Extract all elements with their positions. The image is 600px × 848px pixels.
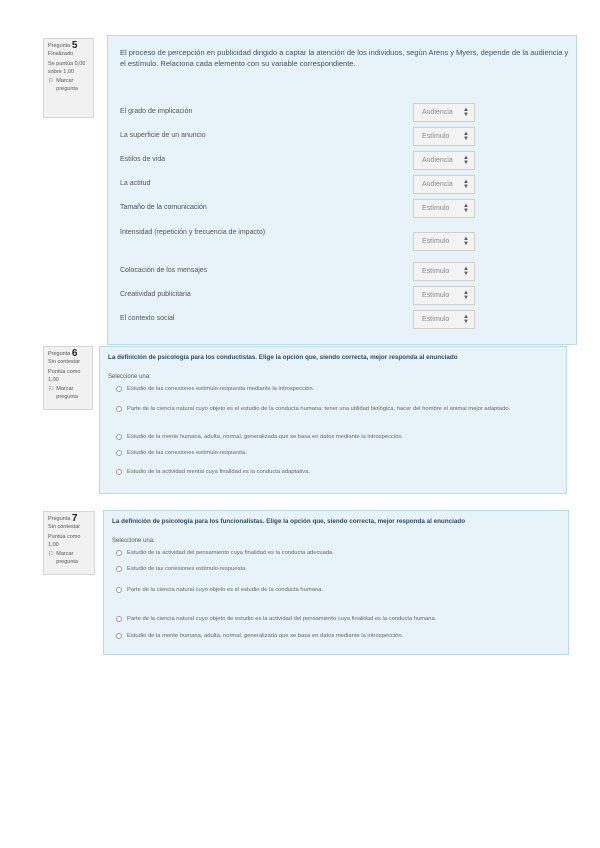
radio-button[interactable] bbox=[116, 386, 122, 392]
match-row-label: Creatividad publicitaria bbox=[120, 291, 191, 298]
radio-button[interactable] bbox=[116, 450, 122, 456]
match-row-label: Intensidad (repetición y frecuencia de impacto) bbox=[120, 229, 266, 236]
match-select[interactable]: Audiencia ▲ ▼ bbox=[413, 151, 475, 170]
updown-arrows-icon: ▲ ▼ bbox=[463, 289, 469, 301]
question-number: Pregunta 7 bbox=[48, 513, 78, 524]
flag-icon: ⚐ bbox=[48, 78, 55, 85]
answer-option[interactable]: Estudio de la mente humana, adulta, normal, generalizada que se basa en datos mediante la introspección. bbox=[116, 433, 556, 441]
updown-arrows-icon: ▲ ▼ bbox=[463, 154, 469, 166]
question-score: Puntúa como 1,00 bbox=[48, 369, 81, 383]
answer-option[interactable]: Estudio de las conexiones estímulo-respuesta. bbox=[116, 449, 556, 457]
question-5-info bbox=[43, 38, 94, 118]
radio-button[interactable] bbox=[116, 469, 122, 475]
question-number: Pregunta 6 bbox=[48, 348, 78, 359]
match-row-label: El contexto social bbox=[120, 315, 175, 322]
updown-arrows-icon: ▲ ▼ bbox=[463, 178, 469, 190]
match-select[interactable]: Audiencia ▲ ▼ bbox=[413, 175, 475, 194]
match-row-label: Tamaño de la comunicación bbox=[120, 204, 207, 211]
question-status: Sin contestar bbox=[48, 523, 81, 530]
match-select[interactable]: Estímulo ▲ ▼ bbox=[413, 199, 475, 218]
question-score: Puntúa como 1,00 bbox=[48, 534, 81, 548]
radio-button[interactable] bbox=[116, 616, 122, 622]
select-one-prompt: Seleccione una: bbox=[112, 538, 155, 544]
match-row-label: La actitud bbox=[120, 180, 151, 187]
question-5-content bbox=[107, 35, 577, 345]
question-7-content bbox=[103, 510, 569, 655]
radio-button[interactable] bbox=[116, 550, 122, 556]
match-select[interactable]: Audiencia ▲ ▼ bbox=[413, 103, 475, 122]
answer-option[interactable]: Estudio de las conexiones estímulo-respuesta mediante la introspección. bbox=[116, 385, 556, 393]
answer-option[interactable]: Parte de la ciencia natural cuyo objeto de estudio es la actividad del pensamiento cuya finalidad es la conducta humana. bbox=[116, 615, 556, 623]
match-row-label: Colocación de los mensajes bbox=[120, 267, 208, 274]
question-7-info bbox=[43, 511, 95, 575]
match-row-label: El grado de implicación bbox=[120, 108, 193, 115]
answer-option[interactable]: Parte de la ciencia natural cuyo objeto es el estudio de la conducta humana. bbox=[116, 586, 556, 594]
flag-icon: ⚐ bbox=[48, 551, 55, 558]
question-score: Se puntúa 0,00 sobre 1,00 bbox=[48, 61, 86, 75]
updown-arrows-icon: ▲ ▼ bbox=[463, 313, 469, 325]
radio-button[interactable] bbox=[116, 406, 122, 412]
match-row-label: La superficie de un anuncio bbox=[120, 132, 206, 139]
select-one-prompt: Seleccione una: bbox=[108, 374, 151, 380]
question-text: La definición de psicología para los conductistas. Elige la opción que, siendo correcta, mejor responda al enunciado bbox=[108, 354, 458, 361]
flag-question-button[interactable]: ⚐ Marcar pregunta bbox=[48, 551, 78, 565]
match-select[interactable]: Estímulo ▲ ▼ bbox=[413, 286, 475, 305]
radio-button[interactable] bbox=[116, 434, 122, 440]
question-text: La definición de psicología para los funcionalistas. Elige la opción que, siendo correcta, mejor responda al enunciado bbox=[112, 518, 466, 525]
answer-option[interactable]: Estudio de la actividad mental cuya finalidad es la conducta adaptativa. bbox=[116, 468, 556, 476]
question-text: El proceso de percepción en publicidad dirigido a captar la atención de los individuos, según Arens y Myers, depende de la audiencia y el estímulo. Relaciona cada elemento con su variable correspondiente. bbox=[120, 48, 569, 68]
match-select[interactable]: Estímulo ▲ ▼ bbox=[413, 127, 475, 146]
answer-option[interactable]: Estudio de la mente humana, adulta, normal, generalizada que se basa en datos mediante la introspección. bbox=[116, 632, 556, 640]
radio-button[interactable] bbox=[116, 633, 122, 639]
question-6-info bbox=[43, 346, 93, 410]
flag-question-button[interactable]: ⚐ Marcar pregunta bbox=[48, 386, 78, 400]
question-6-content bbox=[99, 346, 567, 494]
updown-arrows-icon: ▲ ▼ bbox=[463, 235, 469, 247]
question-number: Pregunta 5 bbox=[48, 40, 78, 51]
question-status: Finalizado bbox=[48, 50, 74, 57]
question-status: Sin contestar bbox=[48, 358, 81, 365]
answer-option[interactable]: Parte de la ciencia natural cuyo objeto es el estudio de la conducta humana; tener una utilidad biológica, hacer del hombre el animal mejor adaptado. bbox=[116, 405, 556, 413]
answer-option[interactable]: Estudio de las conexiones estímulo-respuesta. bbox=[116, 565, 556, 573]
updown-arrows-icon: ▲ ▼ bbox=[463, 130, 469, 142]
updown-arrows-icon: ▲ ▼ bbox=[463, 106, 469, 118]
updown-arrows-icon: ▲ ▼ bbox=[463, 202, 469, 214]
updown-arrows-icon: ▲ ▼ bbox=[463, 265, 469, 277]
answer-option[interactable]: Estudio de la actividad del pensamiento cuya finalidad es la conducta adecuada. bbox=[116, 549, 556, 557]
flag-icon: ⚐ bbox=[48, 386, 55, 393]
match-select[interactable]: Estímulo ▲ ▼ bbox=[413, 262, 475, 281]
radio-button[interactable] bbox=[116, 587, 122, 593]
radio-button[interactable] bbox=[116, 566, 122, 572]
flag-question-button[interactable]: ⚐ Marcar pregunta bbox=[48, 78, 78, 92]
match-select[interactable]: Estímulo ▲ ▼ bbox=[413, 310, 475, 329]
match-row-label: Estilos de vida bbox=[120, 156, 166, 163]
match-select[interactable]: Estímulo ▲ ▼ bbox=[413, 232, 475, 251]
